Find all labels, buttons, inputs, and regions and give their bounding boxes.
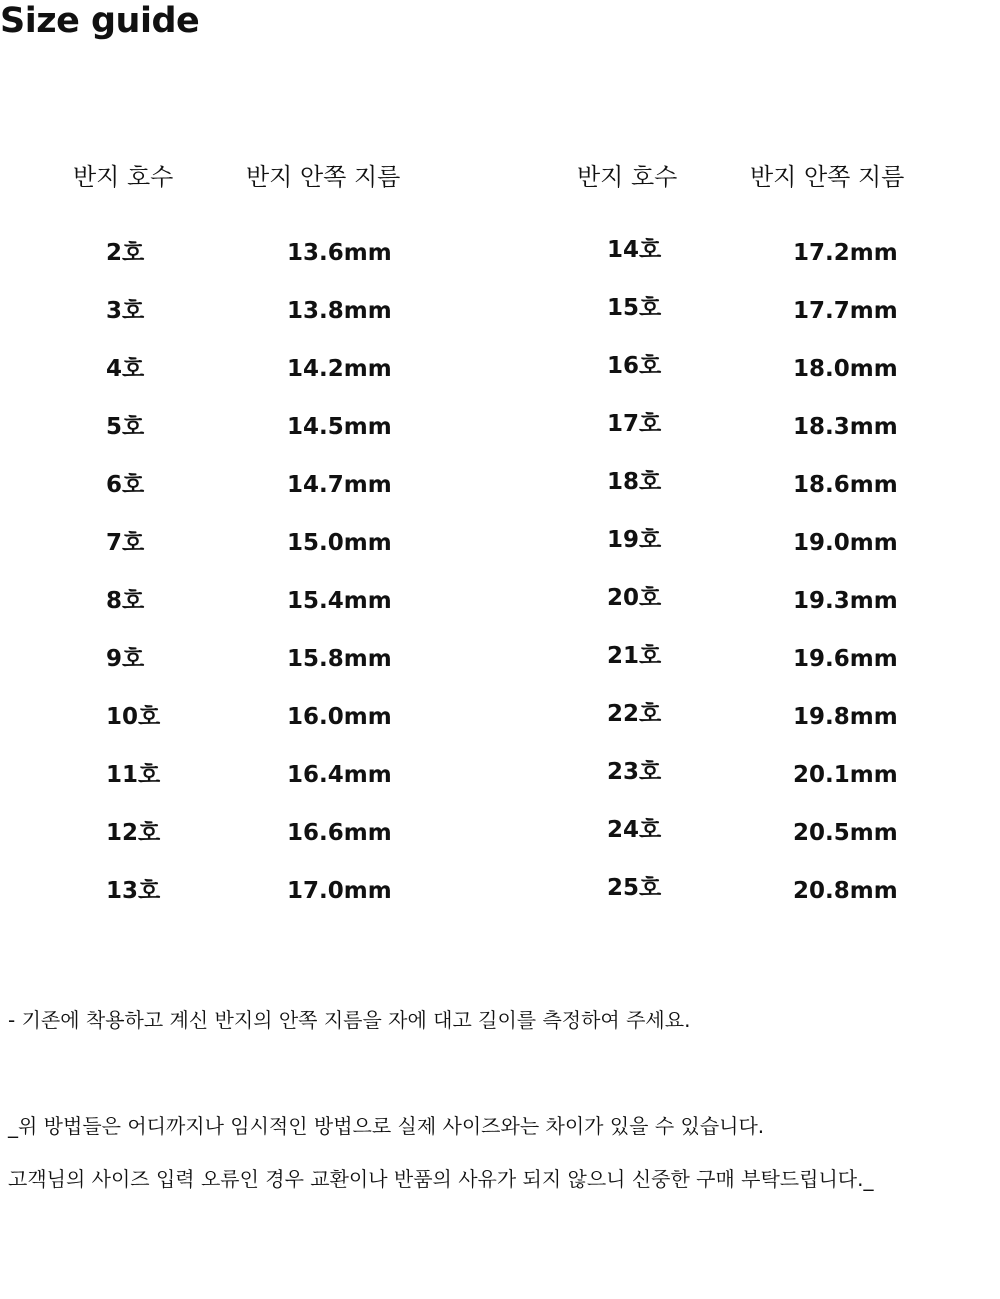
warning-note: 고객님의 사이즈 입력 오류인 경우 교환이나 반품의 사유가 되지 않으니 신중한 구매 부탁드립니다._ xyxy=(8,1167,874,1191)
left-ring-diameter: 13.6mm xyxy=(287,240,392,266)
left-ring-diameter: 14.7mm xyxy=(287,472,392,498)
left-ring-diameter: 17.0mm xyxy=(287,878,392,904)
left-ring-size: 12호 xyxy=(106,820,161,846)
right-ring-size: 21호 xyxy=(607,643,662,669)
right-ring-size: 19호 xyxy=(607,527,662,553)
right-ring-size: 23호 xyxy=(607,759,662,785)
right-ring-diameter: 19.0mm xyxy=(793,530,898,556)
right-ring-diameter: 17.2mm xyxy=(793,240,898,266)
left-ring-size: 6호 xyxy=(106,472,145,498)
right-ring-diameter: 20.5mm xyxy=(793,820,898,846)
right-size-header: 반지 호수 xyxy=(577,163,678,191)
right-ring-diameter: 20.8mm xyxy=(793,878,898,904)
left-ring-size: 8호 xyxy=(106,588,145,614)
left-size-header: 반지 호수 xyxy=(73,163,174,191)
right-ring-diameter: 19.3mm xyxy=(793,588,898,614)
right-ring-size: 14호 xyxy=(607,237,662,263)
measure-note: - 기존에 착용하고 계신 반지의 안쪽 지름을 자에 대고 길이를 측정하여 주세요. xyxy=(8,1008,691,1032)
right-ring-size: 24호 xyxy=(607,817,662,843)
left-ring-diameter: 15.8mm xyxy=(287,646,392,672)
right-ring-diameter: 19.8mm xyxy=(793,704,898,730)
right-ring-size: 16호 xyxy=(607,353,662,379)
left-ring-diameter: 15.4mm xyxy=(287,588,392,614)
right-ring-size: 25호 xyxy=(607,875,662,901)
left-ring-size: 7호 xyxy=(106,530,145,556)
left-ring-size: 13호 xyxy=(106,878,161,904)
right-diameter-header: 반지 안쪽 지름 xyxy=(750,163,905,191)
left-ring-diameter: 16.6mm xyxy=(287,820,392,846)
right-ring-diameter: 18.0mm xyxy=(793,356,898,382)
right-ring-diameter: 18.6mm xyxy=(793,472,898,498)
right-ring-diameter: 19.6mm xyxy=(793,646,898,672)
left-ring-size: 10호 xyxy=(106,704,161,730)
left-diameter-header: 반지 안쪽 지름 xyxy=(246,163,401,191)
left-ring-diameter: 15.0mm xyxy=(287,530,392,556)
left-ring-size: 3호 xyxy=(106,298,145,324)
right-ring-diameter: 18.3mm xyxy=(793,414,898,440)
left-ring-diameter: 16.0mm xyxy=(287,704,392,730)
left-ring-diameter: 13.8mm xyxy=(287,298,392,324)
disclaimer-note: _위 방법들은 어디까지나 임시적인 방법으로 실제 사이즈와는 차이가 있을 수 있습니다. xyxy=(8,1114,765,1138)
left-ring-size: 2호 xyxy=(106,240,145,266)
left-ring-size: 9호 xyxy=(106,646,145,672)
right-ring-diameter: 20.1mm xyxy=(793,762,898,788)
right-ring-size: 20호 xyxy=(607,585,662,611)
right-ring-size: 18호 xyxy=(607,469,662,495)
left-ring-diameter: 14.2mm xyxy=(287,356,392,382)
right-ring-size: 15호 xyxy=(607,295,662,321)
left-ring-size: 11호 xyxy=(106,762,161,788)
left-ring-diameter: 16.4mm xyxy=(287,762,392,788)
left-ring-diameter: 14.5mm xyxy=(287,414,392,440)
right-ring-size: 22호 xyxy=(607,701,662,727)
right-ring-size: 17호 xyxy=(607,411,662,437)
page-title: Size guide xyxy=(0,1,200,41)
right-ring-diameter: 17.7mm xyxy=(793,298,898,324)
left-ring-size: 5호 xyxy=(106,414,145,440)
left-ring-size: 4호 xyxy=(106,356,145,382)
